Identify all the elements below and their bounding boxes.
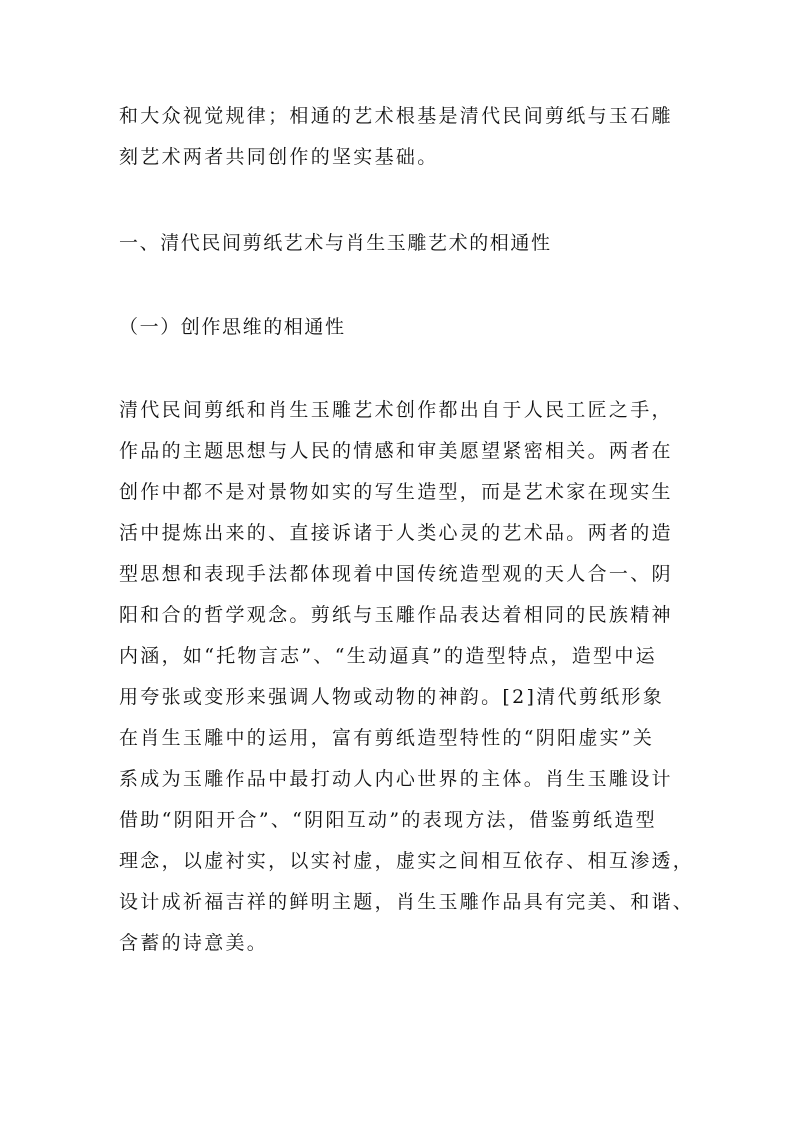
body-line-6: 阳和合的哲学观念。剪纸与玉雕作品表达着相同的民族精神 bbox=[119, 604, 673, 626]
body-line-8: 用夸张或变形来强调人物或动物的神韵。[2]清代剪纸形象 bbox=[119, 686, 665, 708]
body-line-13: 设计成祈福吉祥的鲜明主题，肖生玉雕作品具有完美、和谐、 bbox=[119, 891, 695, 913]
body-line-7: 内涵，如“托物言志”、“生动逼真”的造型特点，造型中运 bbox=[119, 645, 657, 667]
body-line-9: 在肖生玉雕中的运用，富有剪纸造型特性的“阴阳虚实”关 bbox=[119, 727, 655, 749]
body-line-12: 理念，以虚衬实，以实衬虚，虚实之间相互依存、相互渗透， bbox=[119, 850, 695, 872]
section-heading: 一、清代民间剪纸艺术与肖生玉雕艺术的相通性 bbox=[119, 232, 552, 254]
body-line-10: 系成为玉雕作品中最打动人内心世界的主体。肖生玉雕设计 bbox=[119, 768, 673, 790]
body-line-4: 活中提炼出来的、直接诉诸于人类心灵的艺术品。两者的造 bbox=[119, 522, 673, 544]
intro-line-2: 刻艺术两者共同创作的坚实基础。 bbox=[119, 146, 439, 168]
body-line-5: 型思想和表现手法都体现着中国传统造型观的天人合一、阴 bbox=[119, 563, 673, 585]
body-line-14: 含蓄的诗意美。 bbox=[119, 932, 269, 954]
body-line-1: 清代民间剪纸和肖生玉雕艺术创作都出自于人民工匠之手， bbox=[119, 399, 673, 421]
body-line-2: 作品的主题思想与人民的情感和审美愿望紧密相关。两者在 bbox=[119, 440, 673, 462]
intro-line-1: 和大众视觉规律；相通的艺术根基是清代民间剪纸与玉石雕 bbox=[119, 105, 673, 127]
body-line-3: 创作中都不是对景物如实的写生造型，而是艺术家在现实生 bbox=[119, 481, 673, 503]
body-line-11: 借助“阴阳开合”、“阴阳互动”的表现方法，借鉴剪纸造型 bbox=[119, 809, 657, 831]
subsection-heading: （一）创作思维的相通性 bbox=[119, 316, 346, 338]
